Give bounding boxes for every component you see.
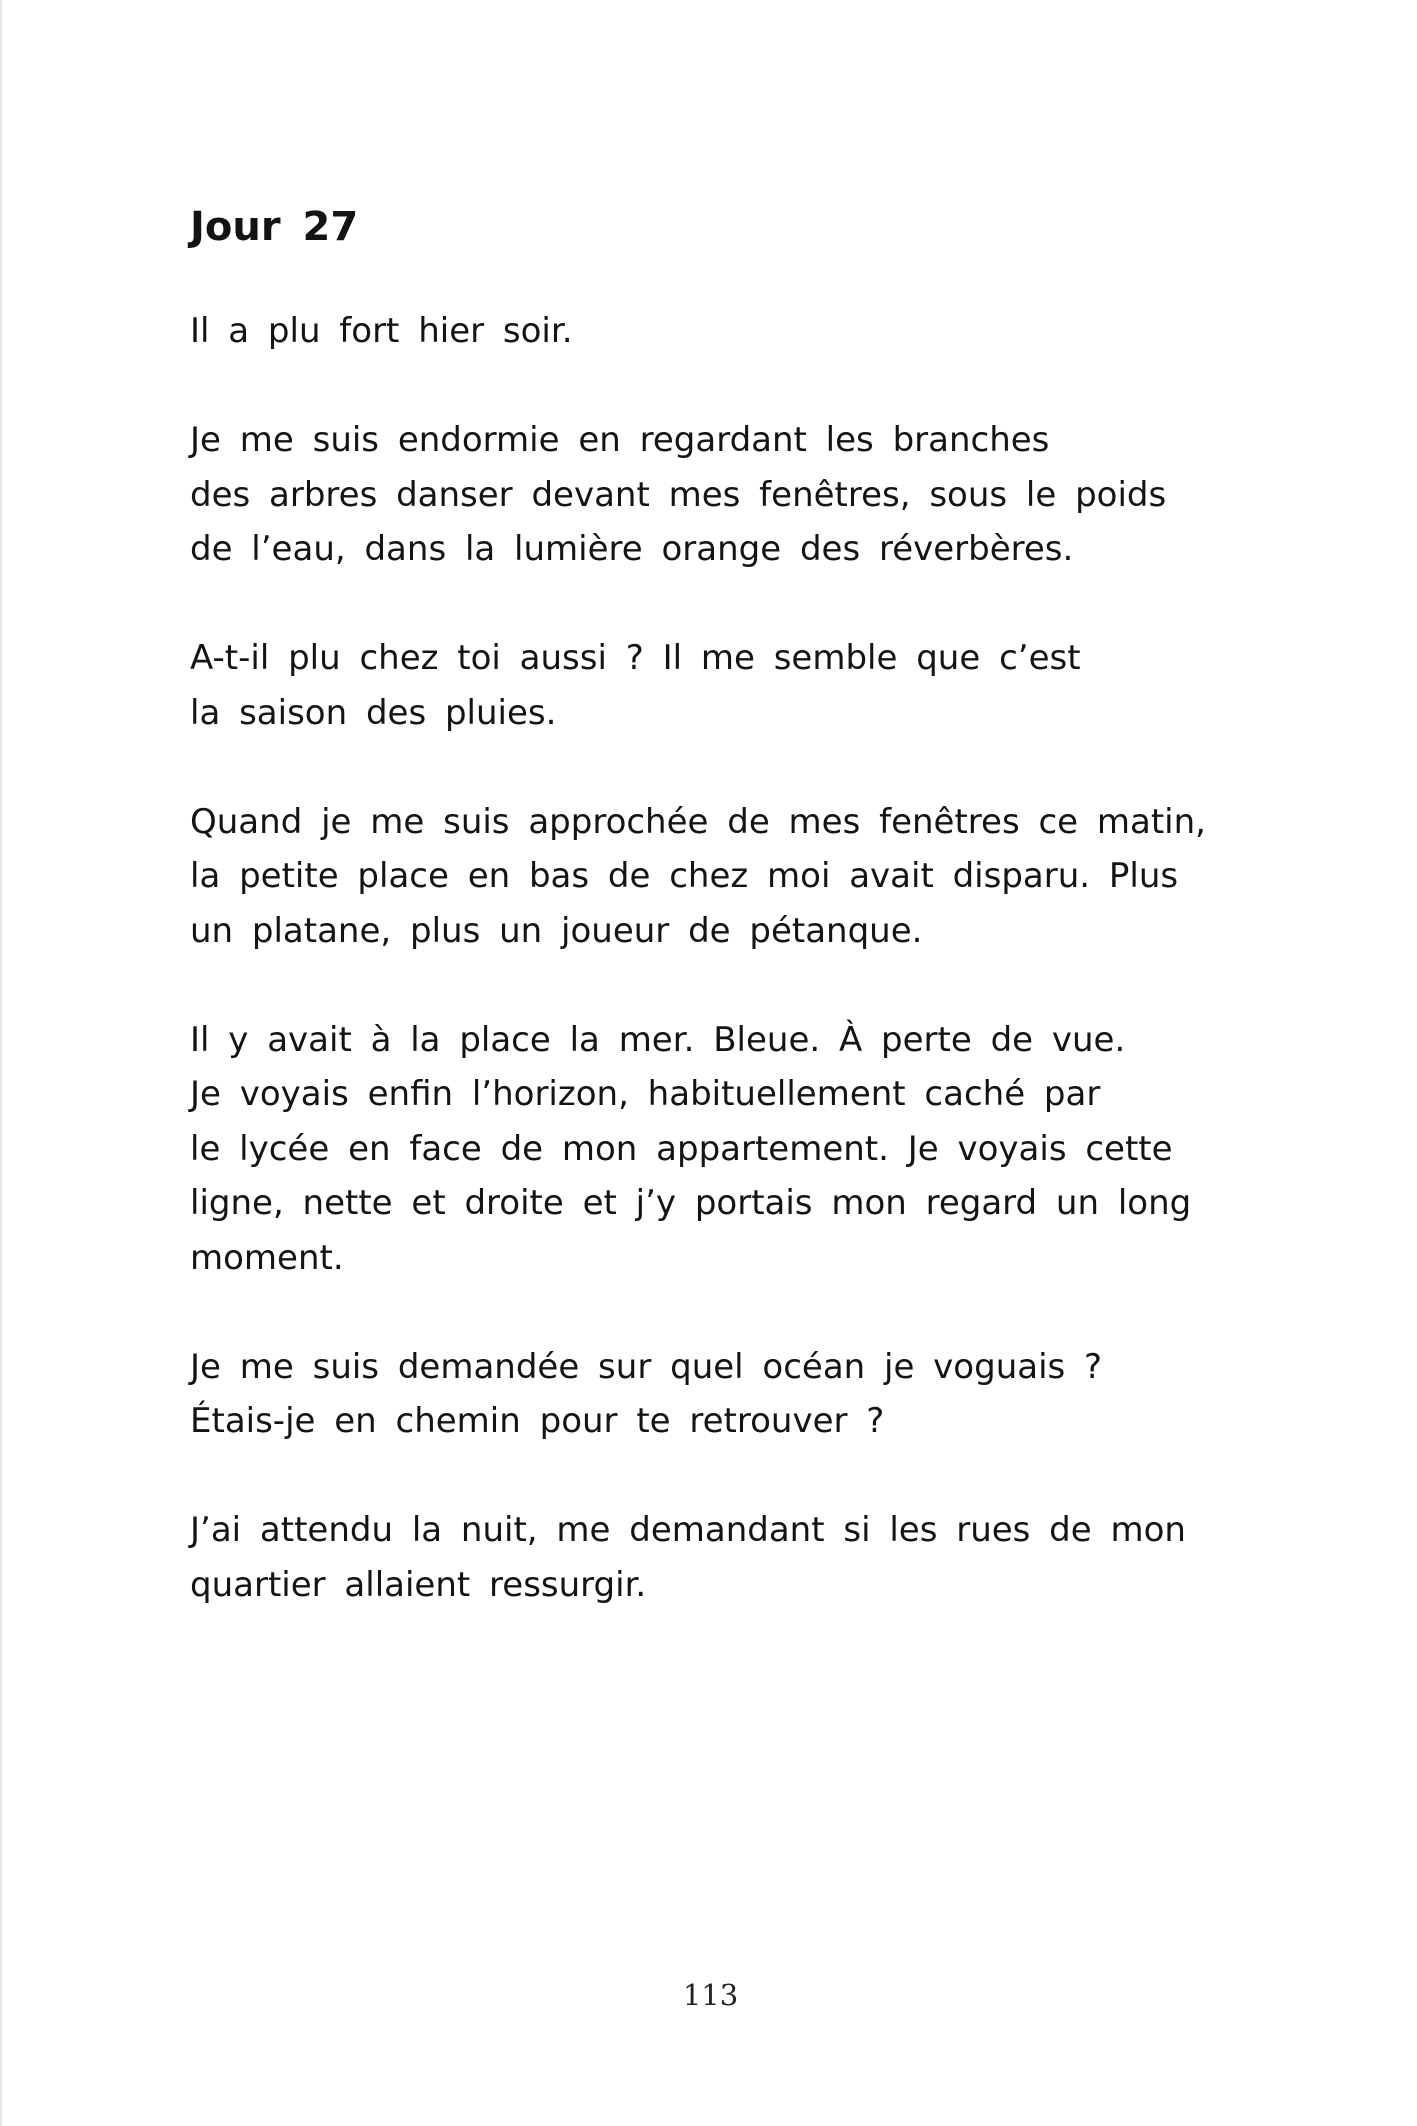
- text-line: Je voyais enfin l’horizon, habituellement caché par: [190, 1074, 1101, 1114]
- text-line: un platane, plus un joueur de pétanque.: [190, 910, 923, 951]
- paragraph-3: [190, 631, 1250, 740]
- text-line: la petite place en bas de chez moi avait disparu. Plus: [190, 856, 1179, 896]
- text-line: le lycée en face de mon appartement. Je voyais cette: [190, 1128, 1173, 1169]
- text-line: A-t-il plu chez toi aussi ? Il me semble que c’est: [190, 638, 1081, 678]
- page-number: 113: [682, 1978, 739, 2012]
- paragraph-5: [190, 1013, 1250, 1286]
- text-line: ligne, nette et droite et j’y portais mon regard un long: [190, 1183, 1192, 1223]
- paragraph-2: [190, 413, 1250, 577]
- text-line: Étais-je en chemin pour te retrouver ?: [190, 1401, 885, 1441]
- paragraph-4: [190, 795, 1250, 959]
- page-content: [190, 200, 1250, 1667]
- paragraph-6: [190, 1340, 1250, 1449]
- text-line: Je me suis endormie en regardant les branches: [190, 420, 1050, 460]
- text-line: moment.: [190, 1237, 344, 1278]
- text-line: Quand je me suis approchée de mes fenêtres ce matin,: [190, 801, 1206, 842]
- paragraph-7: [190, 1503, 1250, 1612]
- text-line: Je me suis demandée sur quel océan je voguais ?: [190, 1346, 1103, 1387]
- text-line: quartier allaient ressurgir.: [190, 1564, 647, 1605]
- text-line: J’ai attendu la nuit, me demandant si les rues de mon: [190, 1510, 1186, 1550]
- text-line: des arbres danser devant mes fenêtres, sous le poids: [190, 474, 1167, 515]
- text-line: de l’eau, dans la lumière orange des réverbères.: [190, 529, 1074, 569]
- text-line: Il y avait à la place la mer. Bleue. À perte de vue.: [190, 1019, 1126, 1060]
- paragraph-1: [190, 304, 1250, 359]
- text-line: la saison des pluies.: [190, 692, 557, 733]
- text-line: Il a plu fort hier soir.: [190, 311, 573, 351]
- chapter-title: Jour 27: [190, 204, 359, 250]
